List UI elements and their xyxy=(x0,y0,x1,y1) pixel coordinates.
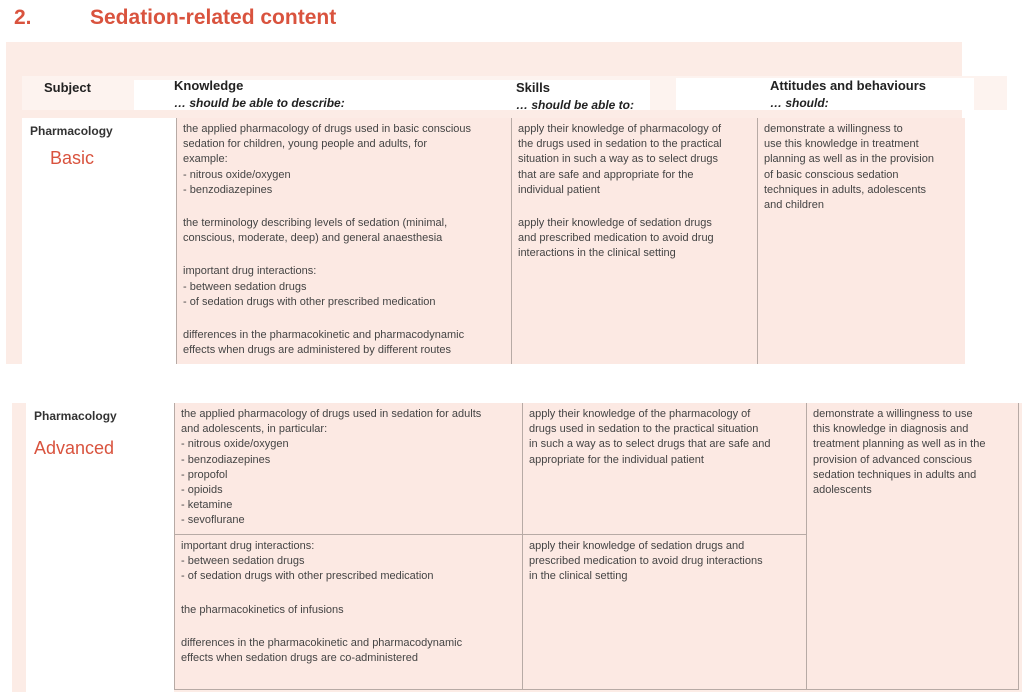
text-line: - nitrous oxide/oxygen xyxy=(183,168,291,181)
paragraph xyxy=(181,539,516,585)
text-line: the terminology describing levels of sedation (minimal, xyxy=(183,217,448,230)
text-line: important drug interactions: xyxy=(181,540,315,552)
text-line: - nitrous oxide/oxygen xyxy=(181,438,289,451)
paragraph xyxy=(813,407,1012,498)
paragraph xyxy=(183,216,505,246)
text-line: and children xyxy=(764,199,824,212)
text-line: and prescribed medication to avoid drug xyxy=(518,232,714,245)
advanced-row-divider xyxy=(174,534,806,535)
text-line: adolescents xyxy=(813,484,872,497)
text-line: individual patient xyxy=(518,183,600,196)
text-line: demonstrate a willingness to use xyxy=(813,408,973,420)
text-line: and adolescents, in particular: xyxy=(181,423,328,436)
text-line: effects when drugs are administered by different routes xyxy=(183,344,452,357)
header-skills: Skills xyxy=(516,80,550,95)
text-line: prescribed medication to avoid drug interactions xyxy=(529,555,763,568)
text-line: the applied pharmacology of drugs used in sedation for adults xyxy=(181,408,482,420)
text-line: - of sedation drugs with other prescribed medication xyxy=(181,570,434,583)
text-line: situation in such a way as to select drugs xyxy=(518,153,718,166)
text-line: - opioids xyxy=(181,484,223,497)
text-line: apply their knowledge of sedation drugs and xyxy=(529,540,745,552)
text-line: that are safe and appropriate for the xyxy=(518,168,694,181)
text-line: - benzodiazepines xyxy=(183,183,273,196)
text-line: - ketamine xyxy=(181,499,233,512)
basic-attitudes-cell xyxy=(757,118,965,364)
text-line: planning as well as in the provision xyxy=(764,153,934,166)
paragraph xyxy=(529,539,800,585)
text-line: conscious, moderate, deep) and general anaesthesia xyxy=(183,232,443,245)
text-line: of basic conscious sedation xyxy=(764,168,899,181)
text-line: - propofol xyxy=(181,468,228,481)
advanced-attitudes-cell xyxy=(806,403,1018,690)
text-line: sedation for children, young people and adults, for xyxy=(183,138,427,151)
header-subject: Subject xyxy=(44,80,91,95)
paragraph xyxy=(764,122,959,213)
header-knowledge: Knowledge xyxy=(174,78,244,93)
advanced-knowledge-bottom-cell xyxy=(174,535,522,690)
text-line: the applied pharmacology of drugs used in basic conscious xyxy=(183,123,472,135)
basic-subject-cell xyxy=(22,118,176,364)
basic-subject: Pharmacology xyxy=(30,124,113,138)
text-line: sedation techniques in adults and xyxy=(813,468,977,481)
text-line: demonstrate a willingness to xyxy=(764,123,903,135)
text-line: the pharmacokinetics of infusions xyxy=(181,603,344,616)
text-line: example: xyxy=(183,153,228,166)
paragraph xyxy=(181,407,516,529)
basic-level: Basic xyxy=(50,148,95,168)
text-line: this knowledge in diagnosis and xyxy=(813,423,969,436)
text-line: apply their knowledge of pharmacology of xyxy=(518,123,722,135)
text-line: - sevoflurane xyxy=(181,514,245,527)
text-line: in such a way as to select drugs that are safe and xyxy=(529,438,771,451)
text-line: - between sedation drugs xyxy=(181,555,305,568)
advanced-level: Advanced xyxy=(34,438,115,458)
section-title: Sedation-related content xyxy=(90,6,337,29)
header-attitudes-sub: … should: xyxy=(770,96,829,110)
advanced-skills-top-cell xyxy=(522,403,806,535)
text-line: treatment planning as well as in the xyxy=(813,438,986,451)
text-line: differences in the pharmacokinetic and pharmacodynamic xyxy=(181,636,463,649)
basic-knowledge-cell xyxy=(176,118,511,364)
text-line: effects when sedation drugs are co-administered xyxy=(181,652,419,665)
text-line: use this knowledge in treatment xyxy=(764,138,919,151)
text-line: interactions in the clinical setting xyxy=(518,247,676,260)
header-attitudes: Attitudes and behaviours xyxy=(770,78,927,93)
advanced-subject: Pharmacology xyxy=(34,409,117,423)
section-number: 2. xyxy=(14,6,32,29)
text-line: provision of advanced conscious xyxy=(813,453,972,466)
advanced-subject-cell xyxy=(26,403,174,692)
advanced-skills-bottom-cell xyxy=(522,535,806,690)
paragraph xyxy=(529,407,800,468)
text-line: in the clinical setting xyxy=(529,570,628,583)
paragraph xyxy=(518,216,751,262)
paragraph xyxy=(181,636,516,666)
advanced-right-border xyxy=(1018,403,1019,690)
text-line: drugs used in sedation to the practical situation xyxy=(529,423,759,436)
paragraph xyxy=(183,328,505,358)
paragraph xyxy=(183,122,505,198)
text-line: apply their knowledge of sedation drugs xyxy=(518,217,712,230)
text-line: differences in the pharmacokinetic and pharmacodynamic xyxy=(183,329,465,342)
text-line: - benzodiazepines xyxy=(181,453,271,466)
text-line: - of sedation drugs with other prescribed medication xyxy=(183,295,436,308)
text-line: important drug interactions: xyxy=(183,265,317,278)
header-skills-sub: … should be able to: xyxy=(516,98,635,112)
paragraph xyxy=(518,122,751,198)
text-line: apply their knowledge of the pharmacology of xyxy=(529,408,751,420)
paragraph xyxy=(181,603,516,618)
basic-skills-cell xyxy=(511,118,757,364)
text-line: techniques in adults, adolescents xyxy=(764,183,927,196)
text-line: the drugs used in sedation to the practical xyxy=(518,138,722,151)
advanced-bottom-border xyxy=(174,689,1019,690)
text-line: - between sedation drugs xyxy=(183,280,307,293)
text-line: appropriate for the individual patient xyxy=(529,453,704,466)
paragraph xyxy=(183,264,505,310)
advanced-knowledge-top-cell xyxy=(174,403,522,535)
header-knowledge-sub: … should be able to describe: xyxy=(174,96,345,110)
